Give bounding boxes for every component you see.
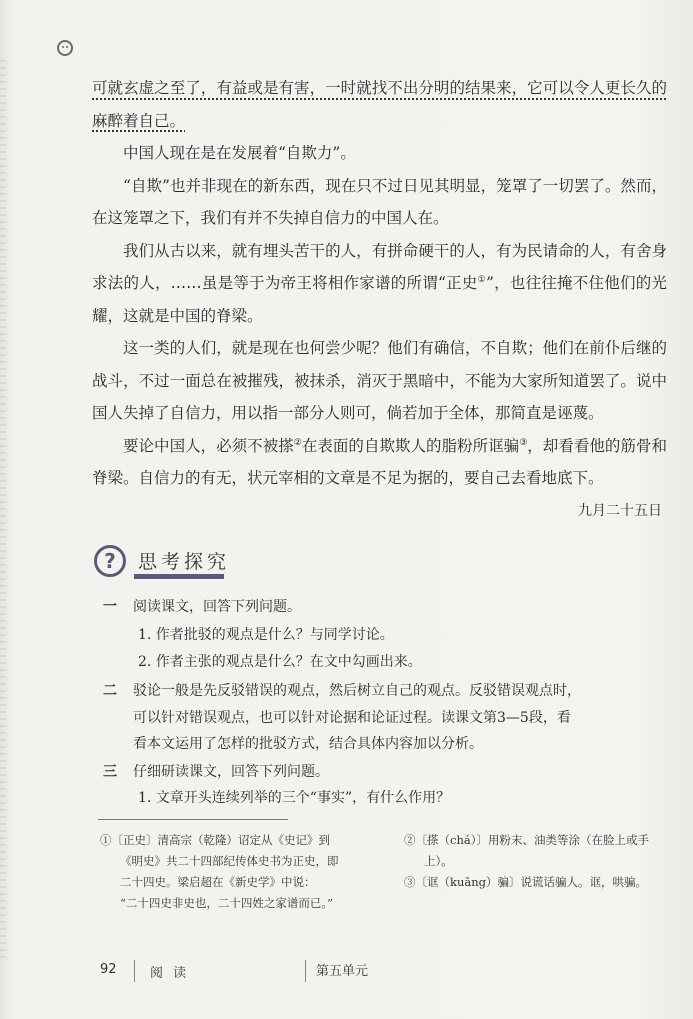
paragraph: 可就玄虚之至了，有益或是有害，一时就找不出分明的结果来，它可以令人更长久的麻醉着自己。 [92, 79, 667, 130]
divider [305, 960, 306, 982]
footnote-1: ①〔正史〕清高宗（乾隆）诏定从《史记》到 《明史》共二十四部纪传体史书为正史，即 二十四史。梁启超在《新史学》中说： “二十四史非史也，二十四姓之家谱而已。” [100, 833, 339, 910]
page-edge [0, 60, 6, 960]
smiley-icon [57, 40, 73, 56]
paragraph: “自欺”也并非现在的新东西，现在只不过日见其明显，笼罩了一切罢了。然而，在这笼罩之下，我们有并不失掉自信力的中国人在。 [92, 176, 667, 227]
paragraph: 这一类的人们，就是现在也何尝少呢？他们有确信，不自欺；他们在前仆后继的战斗，不过一面总在被摧残，被抹杀，消灭于黑暗中，不能为大家所知道罢了。说中国人失掉了自信力，用以指一部分人则可，倘若加于全体，那简直是诬蔑。 [92, 339, 667, 422]
footnote-ref: ① [477, 274, 486, 285]
question-icon: ? [94, 545, 126, 577]
article-body [92, 72, 667, 527]
paragraph: 要论中国人，必须不被搽②在表面的自欺欺人的脂粉所诓骗③，却看看他的筋骨和脊梁。自信力的有无，状元宰相的文章是不足为据的，要自己去看地底下。 [92, 436, 667, 487]
paragraph: 我们从古以来，就有埋头苦干的人，有拼命硬干的人，有为民请命的人，有舍身求法的人，……虽是等于为帝王将相作家谱的所谓“正史①”，也往往掩不住他们的光耀，这就是中国的脊梁。 [92, 241, 667, 325]
section-title: 思考探究 [138, 551, 231, 573]
footnote-2-3: ②〔搽（chá）〕用粉末、油类等涂（在脸上或手 上）。 ③〔诓（kuāng）骗〕说谎话骗人。诓，哄骗。 [404, 833, 649, 889]
title-underline [134, 574, 224, 579]
textbook-page: 可就玄虚之至了，有益或是有害，一时就找不出分明的结果来，它可以令人更长久的麻醉着自己。 中国人现在是在发展着“自欺力”。 “自欺”也并非现在的新东西，现在只不过日见其明显，笼罩了一切罢了。然而，在这笼罩之下，我们有并不失掉自信力的中国人在。 我们从古以来，就有埋头苦干的人，有拼命硬干的人，有为民请命的人，有舍身求法的人，……虽是等于为帝王将相作家谱的所谓“正史①”，也往往掩不住他们的光耀，这就是中国的脊梁。 这一类的人们，就是现在也何尝少呢？他们有确信，不自欺；他们在前仆后继的战斗，不过一面总在被摧残，被抹杀，消灭于黑暗中，不能为大家所知道罢了。说中国人失掉了自信力，用以指一部分人则可，倘若加于全体，那简直是诬蔑。 要论中国人，必须不被搽②在表面的自欺欺人的脂粉所诓骗③，却看看他的筋骨和脊梁。自信力的有无，状元宰相的文章是不足为据的，要自己去看地底下。 九月二十五日 ? 思考探究 一 阅读课文，回答下列问题。 1. 作者批驳的观点是什么？与同学讨论。 2. 作者主张的观点是什么？在文中勾画出来。 二 驳论一般是先反驳错误的观点，然后树立自己的观点。反驳错误观点时， 可以针对错误观点，也可以针对论据和论证过程。读课文第3—5段，看 看本文运用了怎样的批驳方式，结合具体内容加以分析。 三 仔细研读课文，回答下列问题。 1. 文章开头连续列举的三个“事实”，有什么作用？ ①〔正史〕清高宗（乾隆）诏定从《史记》到 《明史》共二十四部纪传体史书为正史，即 二十四史。梁启超在《新史学》中说： “二十四史非史也，二十四姓之家谱而已。” ②〔搽（chá）〕用粉末、油类等涂（在脸上或手 上）。 ③〔诓（kuāng）骗〕说谎话骗人。诓，哄骗。 92 阅 读 第五单元 [0, 0, 693, 1019]
footnote-rule [98, 819, 288, 820]
page-number: 92 [100, 962, 117, 977]
divider [134, 960, 135, 982]
unit-label: 第五单元 [316, 964, 369, 979]
date-line: 九月二十五日 [578, 502, 662, 519]
paragraph: 中国人现在是在发展着“自欺力”。 [123, 144, 356, 162]
footnote-ref: ③ [519, 437, 528, 448]
footnote-ref: ② [293, 437, 302, 448]
section-label: 阅 读 [150, 966, 190, 981]
